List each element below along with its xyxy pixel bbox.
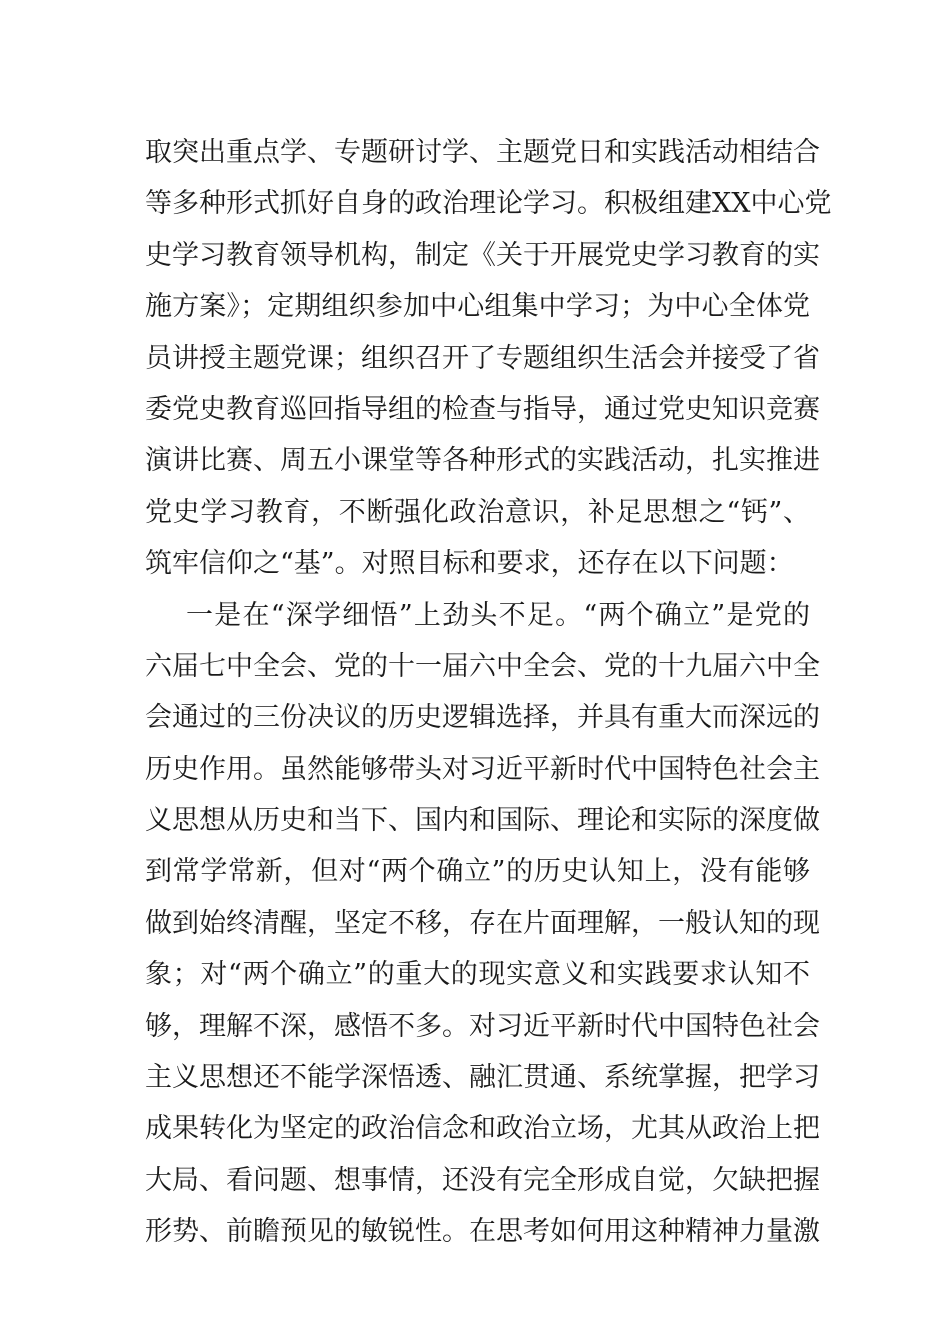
text-line: 象；对“两个确立”的重大的现实意义和实践要求认知不 <box>145 959 810 991</box>
text-line: 历史作用。虽然能够带头对习近平新时代中国特色社会主 <box>145 753 820 785</box>
text-line: 取突出重点学、专题研讨学、主题党日和实践活动相结合 <box>145 137 820 168</box>
text-line: 形势、前瞻预见的敏锐性。在思考如何用这种精神力量激 <box>145 1216 820 1248</box>
text-line: 等多种形式抓好自身的政治理论学习。积极组建XX中心党 <box>145 188 832 220</box>
text-line: 成果转化为坚定的政治信念和政治立场，尤其从政治上把 <box>145 1113 820 1145</box>
text-line: 史学习教育领导机构，制定《关于开展党史学习教育的实 <box>145 239 820 271</box>
text-line: 主义思想还不能学深悟透、融汇贯通、系统掌握，把学习 <box>145 1062 820 1094</box>
text-line: 筑牢信仰之“基”。对照目标和要求，还存在以下问题： <box>145 548 794 580</box>
body-text <box>145 127 832 1258</box>
paragraph-first-line: 一是在“深学细悟”上劲头不足。“两个确立”是党的 <box>186 599 810 631</box>
text-line: 六届七中全会、党的十一届六中全会、党的十九届六中全 <box>145 650 820 682</box>
text-line: 做到始终清醒，坚定不移，存在片面理解，一般认知的现 <box>145 907 820 939</box>
text-line: 委党史教育巡回指导组的检查与指导，通过党史知识竞赛 <box>145 393 820 425</box>
text-line: 党史学习教育，不断强化政治意识，补足思想之“钙”、 <box>145 496 810 528</box>
text-line: 施方案》；定期组织参加中心组集中学习；为中心全体党 <box>145 291 810 323</box>
text-line: 到常学常新，但对“两个确立”的历史认知上，没有能够 <box>145 856 810 888</box>
text-line: 义思想从历史和当下、国内和国际、理论和实际的深度做 <box>145 805 820 837</box>
text-line: 够，理解不深，感悟不多。对习近平新时代中国特色社会 <box>145 1010 820 1042</box>
text-line: 大局、看问题、想事情，还没有完全形成自觉，欠缺把握 <box>145 1164 820 1196</box>
text-line: 演讲比赛、周五小课堂等各种形式的实践活动，扎实推进 <box>145 445 820 477</box>
text-line: 会通过的三份决议的历史逻辑选择，并具有重大而深远的 <box>145 702 820 734</box>
text-line: 员讲授主题党课；组织召开了专题组织生活会并接受了省 <box>145 342 820 374</box>
